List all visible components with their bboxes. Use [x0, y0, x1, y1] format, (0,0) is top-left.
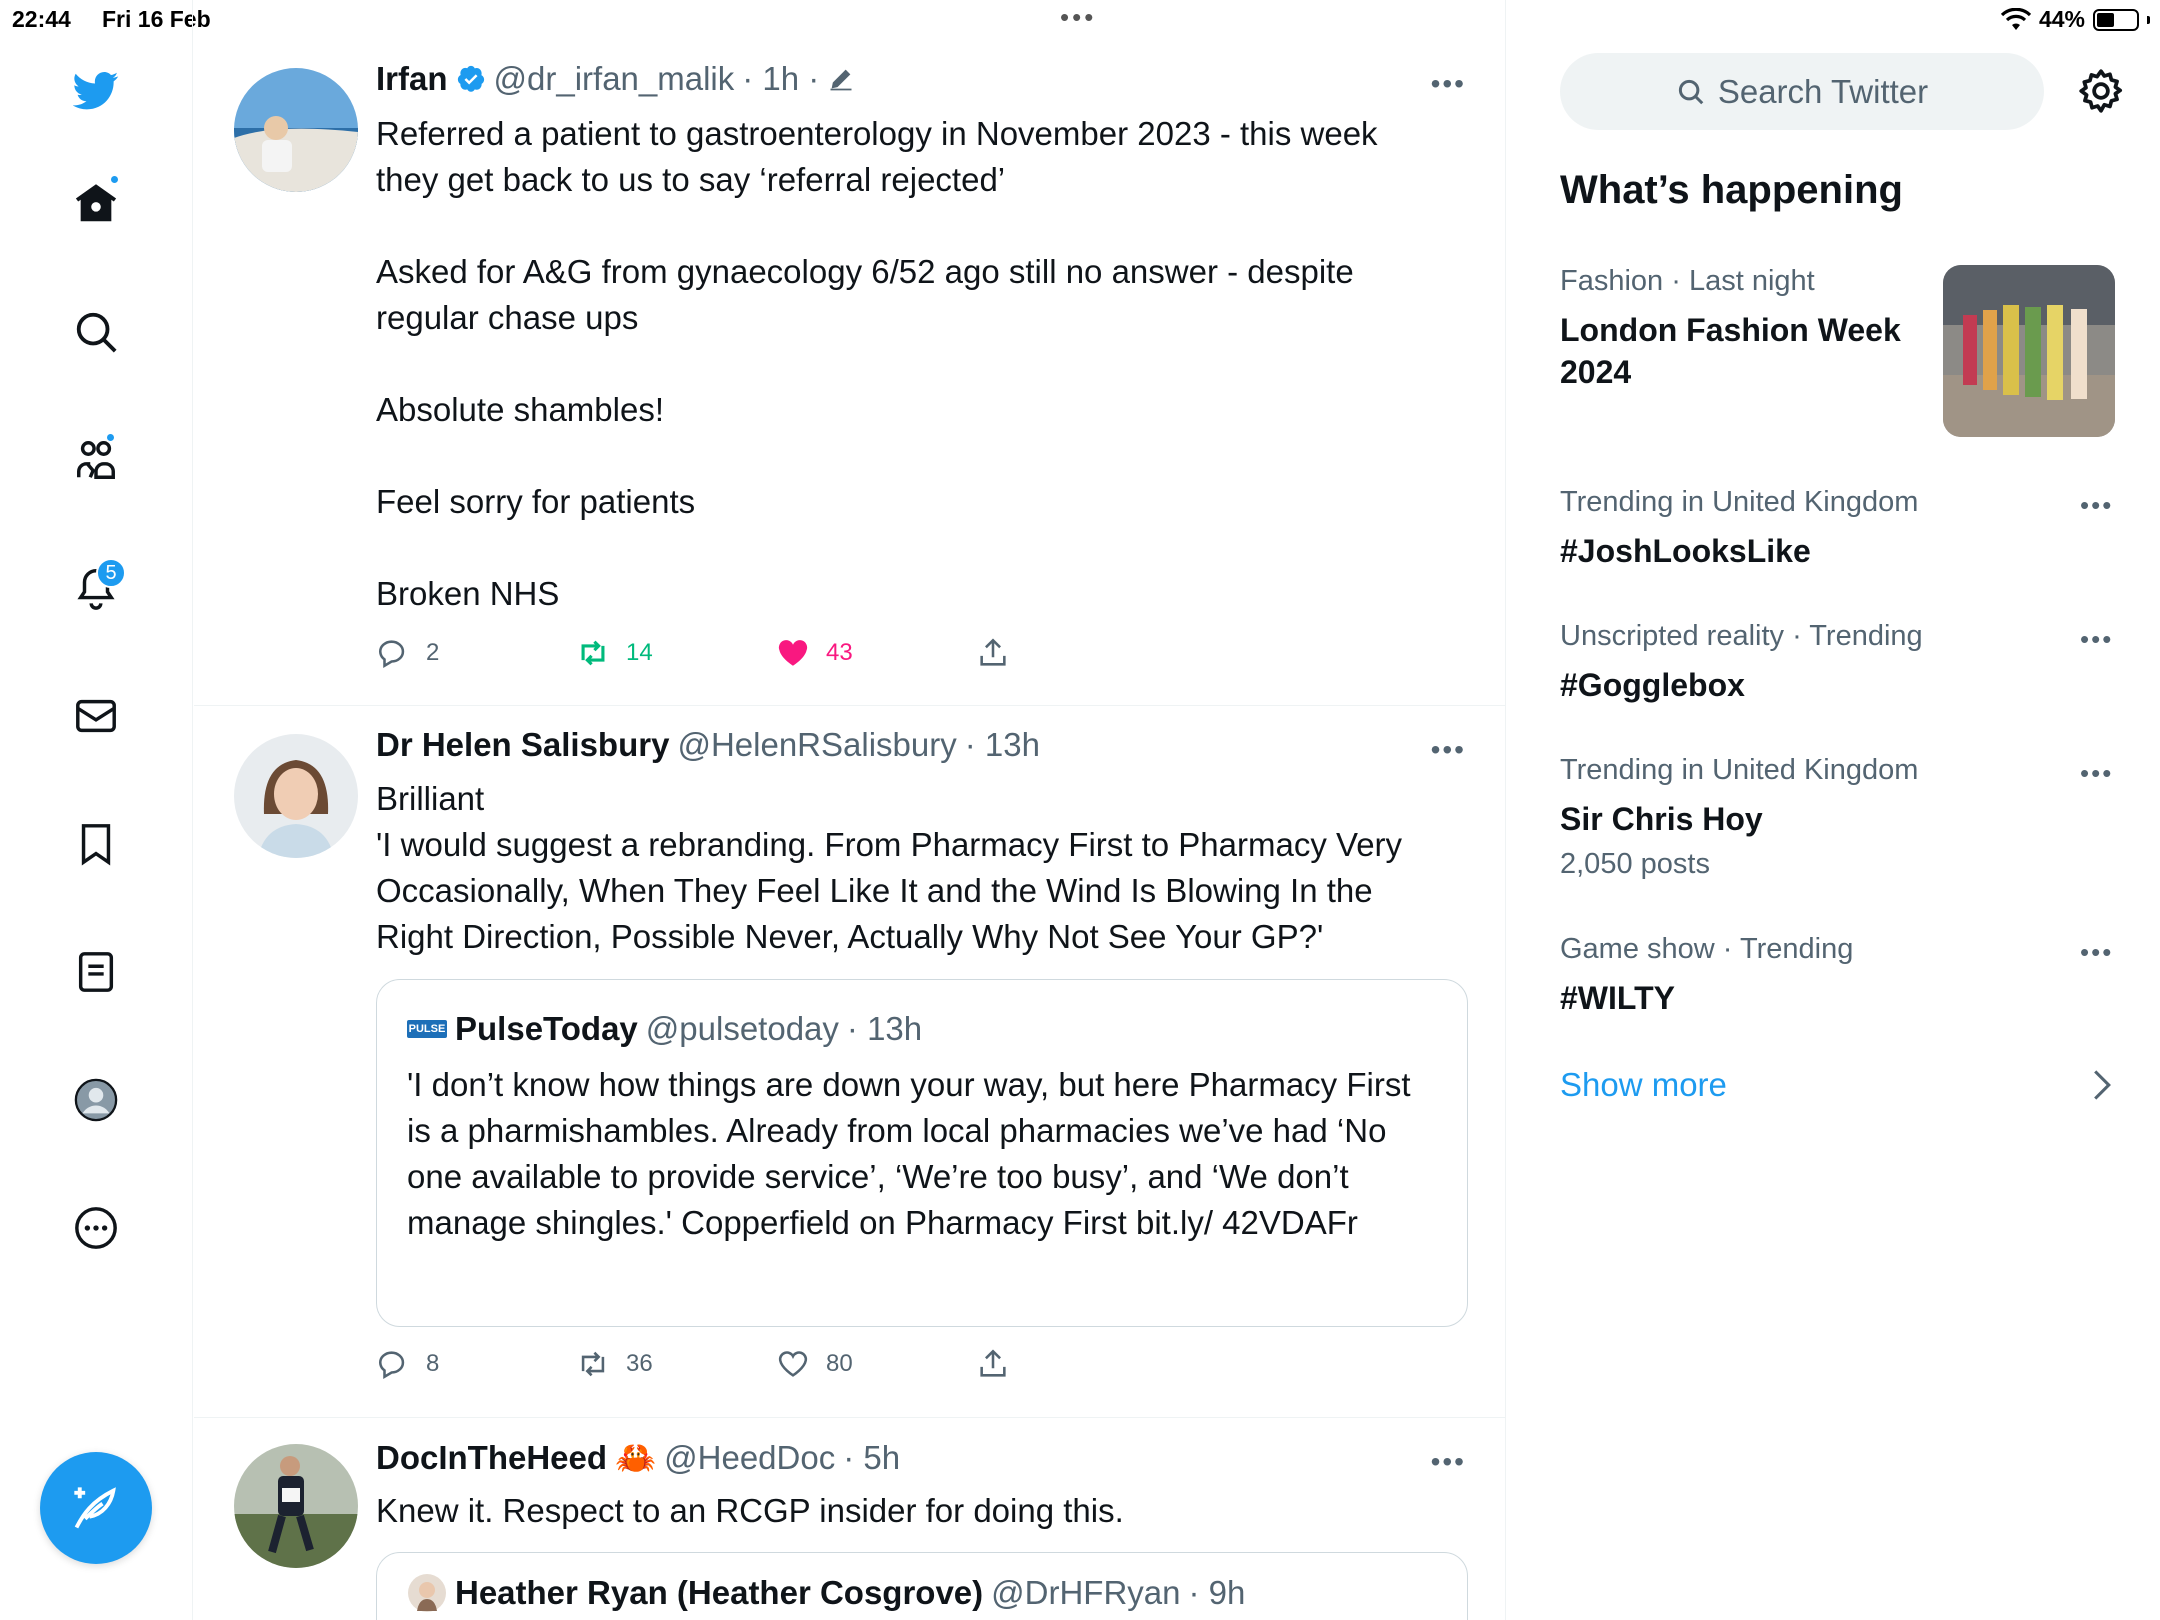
- trend-meta: Trending in United Kingdom: [1560, 754, 1919, 786]
- notifications-count-badge: 5: [96, 558, 126, 588]
- retweet-icon: [576, 1347, 610, 1381]
- trend-thumbnail: [1943, 265, 2115, 437]
- bookmark-icon: [73, 821, 119, 867]
- sidebar-nav: [0, 0, 193, 1620]
- wifi-icon: [2001, 8, 2031, 32]
- timeline: [194, 0, 1506, 1620]
- tweet-time: · 13h: [964, 726, 1040, 763]
- tweet-time: · 5h: [843, 1439, 901, 1476]
- search-placeholder: Search Twitter: [1717, 72, 1929, 110]
- reply-count: 2: [426, 639, 440, 666]
- quoted-tweet[interactable]: [376, 1552, 1468, 1620]
- tweet-actions: [376, 636, 1276, 676]
- trend-name: #JoshLooksLike: [1560, 533, 1811, 569]
- retweet-button[interactable]: [576, 636, 653, 670]
- compose-tweet-button[interactable]: [40, 1452, 152, 1564]
- like-count: 80: [826, 1350, 853, 1377]
- nav-more[interactable]: [56, 1188, 136, 1268]
- display-name[interactable]: Dr Helen Salisbury: [376, 726, 670, 763]
- tweet[interactable]: [194, 0, 1506, 706]
- verified-badge-icon: [456, 64, 486, 94]
- nav-explore[interactable]: [56, 292, 136, 372]
- tweet-time: · 1h ·: [742, 60, 820, 97]
- status-time: 22:44: [12, 6, 71, 32]
- share-icon: [976, 636, 1010, 670]
- handle[interactable]: @HelenRSalisbury: [677, 726, 957, 763]
- tweet-text: Knew it. Respect to an RCGP insider for doing this.: [376, 1492, 1124, 1529]
- retweet-button[interactable]: [576, 1347, 653, 1381]
- status-date: Fri 16 Feb: [102, 6, 211, 32]
- tweet-more-menu[interactable]: •••: [1430, 734, 1466, 765]
- whats-happening-title: What’s happening: [1560, 168, 1903, 212]
- quoted-tweet-text: 'I don’t know how things are down your way, but here Pharmacy First is a pharmishambles. Already from local pharmacies we’ve had ‘No one available to provide service’, ‘We’re too busy’, and ‘We don’t manage shingles.' Copperfield on Pharmacy First bit.ly/ 42VDAFr: [407, 1066, 1411, 1241]
- trend-more-menu[interactable]: •••: [2080, 624, 2114, 654]
- nav-messages[interactable]: [56, 676, 136, 756]
- reply-count: 8: [426, 1350, 440, 1377]
- battery-level: [2097, 13, 2114, 27]
- retweet-icon: [576, 636, 610, 670]
- like-button[interactable]: [776, 636, 853, 670]
- nav-lists[interactable]: [56, 932, 136, 1012]
- handle[interactable]: @HeedDoc: [664, 1439, 836, 1476]
- heart-filled-icon: [776, 636, 810, 670]
- battery-percent: 44%: [2038, 6, 2085, 32]
- heart-icon: [776, 1347, 810, 1381]
- show-more-link[interactable]: Show more: [1560, 1066, 1727, 1103]
- nav-home[interactable]: [56, 164, 136, 244]
- quoted-handle: @DrHFRyan: [991, 1574, 1181, 1611]
- tweet-more-menu[interactable]: •••: [1430, 68, 1466, 99]
- quoted-tweet-time: · 13h: [846, 1010, 923, 1047]
- avatar[interactable]: [234, 1444, 358, 1568]
- share-button[interactable]: [976, 1347, 1010, 1381]
- display-name[interactable]: Irfan: [376, 60, 448, 97]
- tweet-text: Brilliant 'I would suggest a rebranding. From Pharmacy First to Pharmacy Very Occasionally, When They Feel Like It and the Wind Is Blowing In the Right Direction, Possible Never, Actually Why Not See Your GP?': [376, 780, 1403, 955]
- share-icon: [976, 1347, 1010, 1381]
- tweet-more-menu[interactable]: •••: [1430, 1446, 1466, 1477]
- tweet-header: [376, 726, 1040, 764]
- tweet[interactable]: [194, 706, 1506, 1418]
- edited-pencil-icon[interactable]: [827, 65, 855, 93]
- tweet[interactable]: [194, 1418, 1506, 1620]
- quoted-tweet-header: [407, 1573, 1245, 1613]
- trend-category: Fashion · Last night: [1560, 265, 1815, 297]
- feather-plus-icon: [70, 1482, 122, 1534]
- chevron-right-icon[interactable]: [2090, 1068, 2114, 1102]
- trend-name: London Fashion Week 2024: [1560, 312, 1901, 390]
- trend-post-count: 2,050 posts: [1560, 848, 1710, 880]
- retweet-count: 14: [626, 639, 653, 666]
- quoted-tweet-time: · 9h: [1188, 1574, 1246, 1611]
- search-input[interactable]: [1560, 53, 2044, 130]
- quoted-display-name: Heather Ryan (Heather Cosgrove): [455, 1574, 984, 1611]
- search-icon: [73, 309, 119, 355]
- display-name[interactable]: DocInTheHeed: [376, 1439, 608, 1476]
- trend-more-menu[interactable]: •••: [2080, 758, 2114, 788]
- trend-meta: Trending in United Kingdom: [1560, 486, 1919, 518]
- gear-icon[interactable]: [2076, 66, 2126, 116]
- envelope-icon: [73, 693, 119, 739]
- nav-profile[interactable]: [56, 1060, 136, 1140]
- battery-icon: [2093, 9, 2139, 31]
- trend-name: #Gogglebox: [1560, 667, 1745, 703]
- home-unread-dot: [109, 174, 120, 185]
- status-indicators: [2001, 6, 2150, 33]
- crab-emoji-icon: 🦀: [615, 1438, 657, 1477]
- handle[interactable]: @dr_irfan_malik: [493, 60, 735, 97]
- multitasking-dots-icon[interactable]: •••: [1060, 2, 1097, 32]
- communities-icon: [73, 437, 119, 483]
- trend-name: #WILTY: [1560, 980, 1675, 1016]
- pulse-logo: PULSE: [407, 1020, 447, 1038]
- nav-communities[interactable]: [56, 420, 136, 500]
- quoted-tweet-header: [407, 1010, 922, 1048]
- battery-tip: [2147, 16, 2150, 24]
- trend-meta: [1560, 265, 1815, 298]
- profile-avatar-icon: [73, 1077, 119, 1123]
- trend-more-menu[interactable]: •••: [2080, 490, 2114, 520]
- more-circle-icon: [73, 1205, 119, 1251]
- avatar[interactable]: [234, 68, 358, 192]
- tweet-actions: [376, 1347, 1276, 1387]
- tweet-header: [376, 1438, 900, 1478]
- quoted-handle: @pulsetoday: [645, 1010, 839, 1047]
- twitter-logo-icon[interactable]: [56, 50, 136, 130]
- tweet-header: [376, 60, 855, 98]
- retweet-count: 36: [626, 1350, 653, 1377]
- search-icon: [1676, 77, 1706, 107]
- share-button[interactable]: [976, 636, 1010, 670]
- tweet-text: Referred a patient to gastroenterology in November 2023 - this week they get back to us to say ‘referral rejected’ Asked for A&G from gynaecology 6/52 ago still no answer - despite regular chase ups Absolute shambles! Feel sorry for patients Broken NHS: [376, 115, 1378, 612]
- nav-notifications[interactable]: [56, 548, 136, 628]
- list-icon: [73, 949, 119, 995]
- trend-meta: Game show · Trending: [1560, 933, 1854, 965]
- like-button[interactable]: [776, 1347, 853, 1381]
- reply-icon: [376, 1347, 410, 1381]
- home-icon: [73, 181, 119, 227]
- reply-icon: [376, 636, 410, 670]
- trend-name: Sir Chris Hoy: [1560, 801, 1763, 837]
- nav-bookmarks[interactable]: [56, 804, 136, 884]
- quoted-avatar: [407, 1573, 447, 1613]
- communities-unread-dot: [105, 432, 116, 443]
- quoted-display-name: PulseToday: [455, 1010, 638, 1047]
- reply-button[interactable]: [376, 1347, 439, 1381]
- avatar[interactable]: [234, 734, 358, 858]
- reply-button[interactable]: [376, 636, 439, 670]
- quoted-tweet[interactable]: [376, 979, 1468, 1327]
- like-count: 43: [826, 639, 853, 666]
- trend-more-menu[interactable]: •••: [2080, 937, 2114, 967]
- trend-meta: Unscripted reality · Trending: [1560, 620, 1923, 652]
